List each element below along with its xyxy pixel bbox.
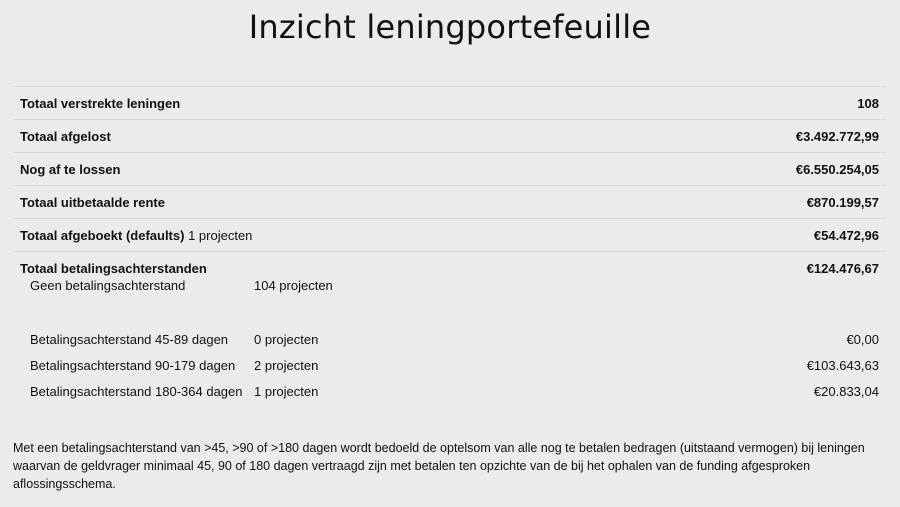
- arrears-row-label: Betalingsachterstand 90-179 dagen: [30, 357, 236, 373]
- summary-label: Totaal afgelost: [20, 128, 111, 144]
- arrears-row-label: Geen betalingsachterstand: [30, 277, 186, 293]
- arrears-row-label: Betalingsachterstand 180-364 dagen: [30, 383, 243, 399]
- summary-value: €54.472,96: [813, 227, 879, 243]
- page-title: Inzicht leningportefeuille: [248, 8, 652, 46]
- summary-label: Nog af te lossen: [20, 161, 121, 177]
- arrears-row-45-89: [20, 326, 879, 352]
- summary-row-total-loans: [13, 86, 886, 119]
- arrears-spacer: [20, 298, 879, 326]
- arrears-row-amount: €103.643,63: [806, 357, 879, 373]
- summary-row-total-repaid: [13, 119, 886, 152]
- arrears-section: [13, 251, 886, 404]
- summary-row-interest-paid: [13, 185, 886, 218]
- arrears-label: Totaal betalingsachterstanden: [20, 260, 207, 276]
- arrears-row-amount: €20.833,04: [813, 383, 879, 399]
- arrears-row-amount: €0,00: [846, 331, 879, 347]
- summary-value: €870.199,57: [806, 194, 879, 210]
- arrears-row-count: 1 projecten: [254, 383, 319, 399]
- summary-label: Totaal verstrekte leningen: [20, 95, 181, 111]
- summary-value: €6.550.254,05: [795, 161, 879, 177]
- arrears-row-count: 2 projecten: [254, 357, 319, 373]
- arrears-row-label: Betalingsachterstand 45-89 dagen: [30, 331, 229, 347]
- arrears-row-none: [20, 272, 879, 298]
- arrears-row-count: 0 projecten: [254, 331, 319, 347]
- arrears-total-value: €124.476,67: [806, 260, 879, 276]
- arrears-footnote: Met een betalingsachterstand van >45, >90 of >180 dagen wordt bedoeld de optelsom van alle nog te betalen bedragen (uitstaand vermogen) bij leningen waarvan de geldvrager minimaal 45, 90 of 180 dagen vertraagd zijn met betalen ten opzichte van de bij het ophalen van de funding afgesproken aflossingsschema.: [13, 441, 865, 491]
- summary-label: Totaal uitbetaalde rente: [20, 194, 165, 210]
- arrears-row-180-364: [20, 378, 879, 404]
- summary-row-defaults: [13, 218, 886, 251]
- defaults-count: 1 projecten: [188, 227, 253, 243]
- summary-row-outstanding: [13, 152, 886, 185]
- arrears-row-count: 104 projecten: [254, 277, 333, 293]
- portfolio-summary: [13, 86, 886, 404]
- summary-value: €3.492.772,99: [795, 128, 879, 144]
- summary-label: Totaal afgeboekt (defaults) 1 projecten: [20, 227, 253, 243]
- summary-value: 108: [857, 95, 879, 111]
- arrears-row-90-179: [20, 352, 879, 378]
